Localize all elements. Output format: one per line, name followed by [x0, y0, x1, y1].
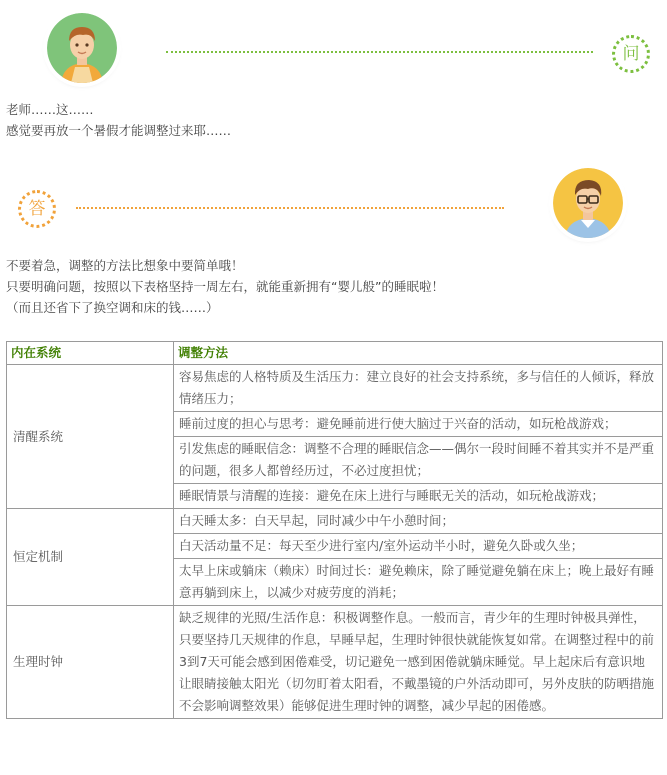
header-system: 内在系统: [7, 342, 174, 365]
teacher-avatar: [553, 168, 623, 238]
table-row: [7, 509, 663, 534]
method-cell: 容易焦虑的人格特质及生活压力：建立良好的社会支持系统，多与信任的人倾诉，释放情绪压力；: [174, 365, 663, 412]
question-line-1: 老师……这……: [6, 102, 94, 117]
method-cell: 白天活动量不足：每天至少进行室内/室外运动半小时，避免久卧或久坐；: [174, 534, 663, 559]
student-avatar: [47, 13, 117, 83]
answer-badge-label: 答: [28, 198, 46, 219]
question-badge: [612, 35, 650, 73]
system-cell: 恒定机制: [7, 509, 174, 606]
answer-badge: [18, 190, 56, 228]
method-cell: 引发焦虑的睡眠信念：调整不合理的睡眠信念——偶尔一段时间睡不着其实并不是严重的问题，很多人都曾经历过，不必过度担忧；: [174, 437, 663, 484]
answer-line-1: 不要着急，调整的方法比想象中要简单哦！: [6, 258, 244, 273]
system-cell: 清醒系统: [7, 365, 174, 509]
method-cell: 缺乏规律的光照/生活作息：积极调整作息。一般而言，青少年的生理时钟极具弹性，只要坚持几天规律的作息，早睡早起，生理时钟很快就能恢复如常。在调整过程中的前3到7天可能会感到困倦难受，切记避免一感到困倦就躺床睡觉。早上起床后有意识地让眼睛接触太阳光（切勿盯着太阳看，不戴墨镜的户外活动即可，另外皮肤的防晒措施不会影响调整效果）能够促进生理时钟的调整，减少早起的困倦感。: [174, 606, 663, 719]
student-avatar-icon: [47, 13, 117, 83]
method-cell: 睡前过度的担心与思考：避免睡前进行使大脑过于兴奋的活动，如玩枪战游戏；: [174, 412, 663, 437]
table-row: [7, 365, 663, 412]
table-row: [7, 606, 663, 719]
question-badge-label: 问: [622, 43, 640, 64]
method-cell: 睡眠情景与清醒的连接：避免在床上进行与睡眠无关的活动，如玩枪战游戏；: [174, 484, 663, 509]
method-cell: 白天睡太多：白天早起，同时减少中午小憩时间；: [174, 509, 663, 534]
table-header-row: [7, 342, 663, 365]
question-dotted-divider: [166, 51, 593, 53]
teacher-avatar-icon: [553, 168, 623, 238]
header-method: 调整方法: [174, 342, 663, 365]
system-cell: 生理时钟: [7, 606, 174, 719]
adjustment-table: [6, 341, 663, 719]
answer-dotted-divider: [76, 207, 504, 209]
answer-line-2: 只要明确问题，按照以下表格坚持一周左右，就能重新拥有“婴儿般”的睡眠啦！: [6, 279, 444, 294]
question-line-2: 感觉要再放一个暑假才能调整过来耶……: [6, 123, 232, 138]
answer-line-3: （而且还省下了换空调和床的钱……）: [6, 300, 219, 315]
method-cell: 太早上床或躺床（赖床）时间过长：避免赖床，除了睡觉避免躺在床上；晚上最好有睡意再躺到床上，以减少对疲劳度的消耗；: [174, 559, 663, 606]
